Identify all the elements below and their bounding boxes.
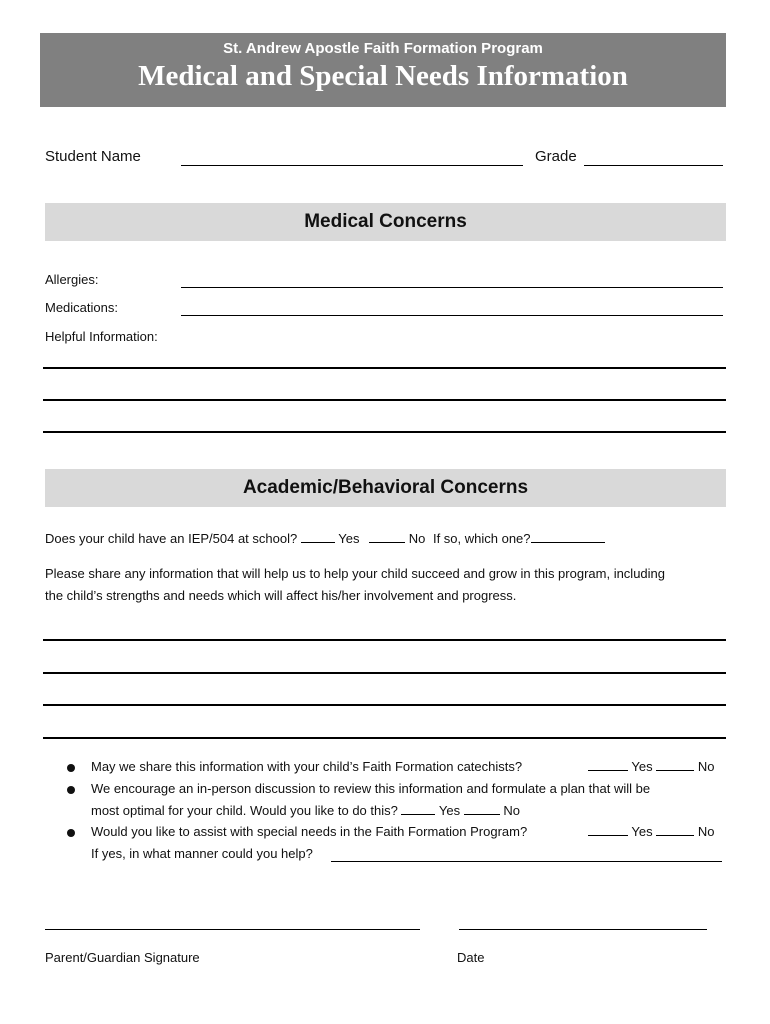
- assist-options: [588, 824, 714, 839]
- share-info-line-1: Please share any information that will help us to help your child succeed and grow in this program, including: [45, 566, 666, 581]
- discussion-no-blank[interactable]: [464, 803, 500, 815]
- discussion-question-text: most optimal for your child. Would you like to do this?: [91, 803, 398, 818]
- share-info-line-2: the child’s strengths and needs which will affect his/her involvement and progress.: [45, 588, 517, 603]
- share-catechists-options: [588, 759, 714, 774]
- iep-question-row: [45, 531, 605, 546]
- iep-which-field[interactable]: [531, 531, 605, 543]
- academic-concerns-heading: Academic/Behavioral Concerns: [45, 469, 726, 507]
- page-title: Medical and Special Needs Information: [138, 60, 628, 92]
- helpful-info-line-3[interactable]: [43, 431, 726, 433]
- assist-manner-field[interactable]: [331, 861, 722, 862]
- share-no-blank[interactable]: [656, 759, 694, 771]
- discussion-no-label: No: [503, 803, 520, 818]
- bullet-icon: [67, 764, 75, 772]
- iep-followup-label: If so, which one?: [432, 531, 531, 546]
- signature-label: Parent/Guardian Signature: [45, 950, 200, 965]
- bullet-icon: [67, 786, 75, 794]
- assist-yes-label: Yes: [631, 824, 653, 839]
- header-banner: [40, 33, 726, 107]
- discussion-yes-label: Yes: [438, 803, 461, 818]
- medications-label: Medications:: [45, 300, 118, 315]
- medications-field[interactable]: [181, 315, 723, 316]
- assist-no-label: No: [697, 824, 715, 839]
- iep-no-label: No: [408, 531, 426, 546]
- share-yes-label: Yes: [631, 759, 653, 774]
- program-name: St. Andrew Apostle Faith Formation Program: [223, 40, 543, 57]
- share-info-answer-line-1[interactable]: [43, 639, 726, 641]
- allergies-field[interactable]: [181, 287, 723, 288]
- date-label: Date: [457, 950, 485, 965]
- share-yes-blank[interactable]: [588, 759, 628, 771]
- discussion-question-line-1: We encourage an in-person discussion to review this information and formulate a plan that will be: [91, 781, 651, 796]
- medical-concerns-heading: Medical Concerns: [45, 203, 726, 241]
- iep-yes-blank[interactable]: [301, 531, 335, 543]
- helpful-info-line-2[interactable]: [43, 399, 726, 401]
- assist-yes-blank[interactable]: [588, 824, 628, 836]
- share-catechists-question: May we share this information with your child’s Faith Formation catechists?: [91, 759, 523, 774]
- bullet-icon: [67, 829, 75, 837]
- student-name-label: Student Name: [45, 148, 141, 165]
- discussion-question-line-2: [91, 803, 520, 818]
- iep-yes-label: Yes: [338, 531, 360, 546]
- share-info-answer-line-3[interactable]: [43, 704, 726, 706]
- share-info-answer-line-4[interactable]: [43, 737, 726, 739]
- student-name-field[interactable]: [181, 165, 523, 166]
- iep-no-blank[interactable]: [369, 531, 405, 543]
- iep-question: Does your child have an IEP/504 at school?: [45, 531, 298, 546]
- share-no-label: No: [697, 759, 715, 774]
- assist-no-blank[interactable]: [656, 824, 694, 836]
- helpful-info-line-1[interactable]: [43, 367, 726, 369]
- grade-label: Grade: [535, 148, 577, 165]
- assist-manner-label: If yes, in what manner could you help?: [91, 846, 313, 861]
- discussion-yes-blank[interactable]: [401, 803, 435, 815]
- signature-field[interactable]: [45, 929, 420, 930]
- share-info-answer-line-2[interactable]: [43, 672, 726, 674]
- helpful-information-label: Helpful Information:: [45, 329, 158, 344]
- allergies-label: Allergies:: [45, 272, 99, 287]
- grade-field[interactable]: [584, 165, 723, 166]
- date-field[interactable]: [459, 929, 707, 930]
- assist-question: Would you like to assist with special needs in the Faith Formation Program?: [91, 824, 528, 839]
